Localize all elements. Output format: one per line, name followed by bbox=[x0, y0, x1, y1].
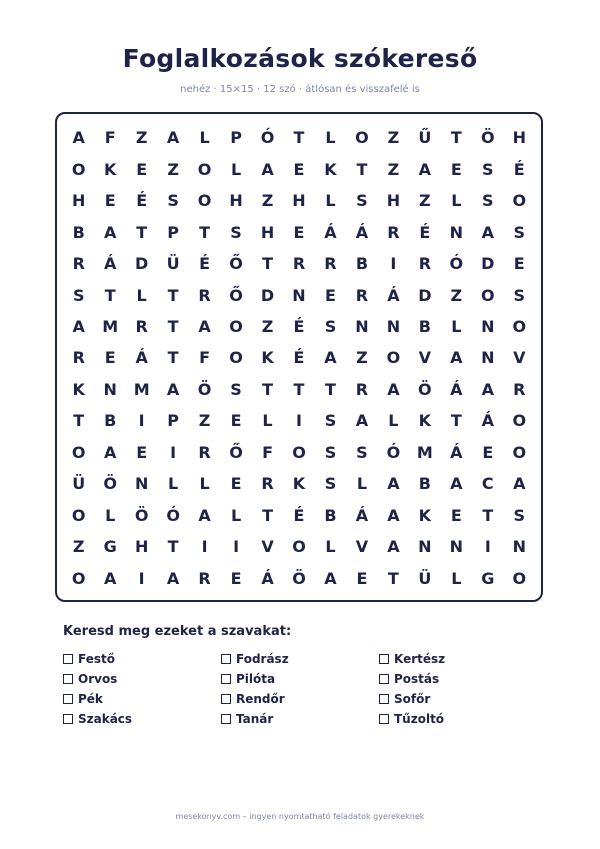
grid-cell[interactable]: I bbox=[296, 411, 302, 431]
grid-cell[interactable]: I bbox=[484, 537, 491, 557]
word-item[interactable] bbox=[221, 649, 379, 669]
grid-cell[interactable]: L bbox=[230, 159, 242, 179]
grid-cell[interactable]: A bbox=[72, 317, 85, 337]
grid-cell[interactable]: O bbox=[386, 348, 401, 368]
grid-cell[interactable]: A bbox=[450, 348, 463, 368]
grid-cell[interactable]: R bbox=[355, 379, 369, 399]
grid-cell[interactable]: Á bbox=[387, 285, 400, 305]
grid-cell[interactable]: T bbox=[293, 128, 305, 148]
grid-cell[interactable]: O bbox=[229, 317, 243, 337]
grid-cell[interactable]: K bbox=[292, 474, 306, 494]
checkbox-icon[interactable] bbox=[221, 674, 231, 684]
grid-cell[interactable]: V bbox=[418, 348, 432, 368]
grid-cell[interactable]: N bbox=[449, 222, 464, 242]
checkbox-icon[interactable] bbox=[379, 694, 389, 704]
grid-cell[interactable]: E bbox=[136, 442, 148, 462]
grid-cell[interactable]: Ő bbox=[229, 442, 243, 462]
grid-cell[interactable]: O bbox=[512, 411, 527, 431]
grid-cell[interactable]: A bbox=[166, 128, 180, 148]
grid-cell[interactable]: Z bbox=[167, 159, 179, 179]
grid-cell[interactable]: P bbox=[230, 128, 242, 148]
checkbox-icon[interactable] bbox=[221, 654, 231, 664]
grid-cell[interactable]: A bbox=[355, 411, 369, 431]
grid-cell[interactable]: Ó bbox=[166, 505, 180, 525]
grid-cell[interactable]: Ü bbox=[72, 474, 86, 494]
grid-cell[interactable]: G bbox=[103, 537, 117, 557]
grid-cell[interactable]: F bbox=[199, 348, 211, 368]
grid-cell[interactable]: R bbox=[198, 442, 211, 462]
grid-cell[interactable]: D bbox=[481, 254, 495, 274]
grid-cell[interactable]: O bbox=[197, 159, 212, 179]
grid-cell[interactable]: S bbox=[324, 411, 337, 431]
grid-cell[interactable]: H bbox=[229, 191, 243, 211]
letter-grid bbox=[63, 122, 535, 594]
grid-cell[interactable]: S bbox=[356, 442, 368, 462]
grid-cell[interactable]: Ö bbox=[197, 379, 212, 399]
grid-cell[interactable]: N bbox=[134, 474, 149, 494]
grid-cell[interactable]: Á bbox=[103, 254, 117, 274]
grid-cell[interactable]: B bbox=[418, 474, 431, 494]
grid-cell[interactable]: O bbox=[71, 505, 86, 525]
grid-cell[interactable]: Á bbox=[481, 411, 494, 431]
grid-cell[interactable]: L bbox=[262, 411, 273, 431]
grid-cell[interactable]: Ü bbox=[166, 254, 180, 274]
grid-cell[interactable]: Ó bbox=[260, 128, 275, 148]
grid-cell[interactable]: P bbox=[167, 222, 179, 242]
grid-cell[interactable]: Ó bbox=[449, 254, 464, 274]
grid-cell[interactable]: H bbox=[512, 128, 526, 148]
grid-cell[interactable]: L bbox=[105, 505, 116, 525]
checkbox-icon[interactable] bbox=[63, 694, 73, 704]
grid-cell[interactable]: Z bbox=[72, 537, 85, 557]
word-item[interactable] bbox=[221, 689, 379, 709]
grid-cell[interactable]: É bbox=[293, 348, 305, 368]
grid-cell[interactable]: F bbox=[104, 128, 116, 148]
grid-cell[interactable]: B bbox=[418, 317, 431, 337]
word-label: Fodrász bbox=[236, 652, 289, 666]
checkbox-icon[interactable] bbox=[63, 714, 73, 724]
grid-cell[interactable]: K bbox=[418, 505, 432, 525]
grid-cell[interactable]: A bbox=[198, 505, 211, 525]
grid-cell[interactable]: O bbox=[512, 568, 527, 588]
grid-cell[interactable]: T bbox=[167, 317, 179, 337]
grid-cell[interactable]: A bbox=[387, 474, 400, 494]
word-label: Szakács bbox=[78, 712, 133, 726]
checkbox-icon[interactable] bbox=[379, 654, 389, 664]
grid-cell[interactable]: P bbox=[167, 411, 179, 431]
grid-cell[interactable]: A bbox=[103, 442, 117, 462]
grid-cell[interactable]: S bbox=[482, 191, 494, 211]
grid-cell[interactable]: Ü bbox=[418, 568, 432, 588]
checkbox-icon[interactable] bbox=[221, 694, 231, 704]
grid-cell[interactable]: Z bbox=[198, 411, 211, 431]
grid-cell[interactable]: M bbox=[416, 442, 433, 462]
grid-cell[interactable]: E bbox=[230, 411, 242, 431]
grid-cell[interactable]: A bbox=[72, 128, 85, 148]
grid-cell[interactable]: Z bbox=[261, 317, 274, 337]
grid-cell[interactable]: Á bbox=[135, 348, 148, 368]
grid-cell[interactable]: Ő bbox=[229, 285, 243, 305]
grid-cell[interactable]: E bbox=[513, 254, 525, 274]
grid-cell[interactable]: S bbox=[356, 191, 368, 211]
grid-cell[interactable]: Ö bbox=[292, 568, 306, 588]
grid-cell[interactable]: Ö bbox=[418, 379, 432, 399]
grid-cell[interactable]: A bbox=[261, 159, 274, 179]
grid-cell[interactable]: T bbox=[262, 254, 273, 274]
grid-cell[interactable]: R bbox=[261, 474, 274, 494]
word-item[interactable] bbox=[379, 709, 533, 729]
grid-cell[interactable]: Á bbox=[355, 505, 369, 525]
grid-cell[interactable]: A bbox=[387, 537, 400, 557]
grid-cell[interactable]: L bbox=[325, 537, 336, 557]
grid-cell[interactable]: R bbox=[72, 348, 85, 368]
grid-cell[interactable]: L bbox=[451, 317, 462, 337]
footer-text: mesekonyv.com – ingyen nyomtatható feladatok gyerekeknek bbox=[175, 812, 425, 821]
grid-cell[interactable]: T bbox=[167, 537, 179, 557]
grid-cell[interactable]: E bbox=[230, 568, 242, 588]
grid-cell[interactable]: T bbox=[450, 411, 462, 431]
grid-cell[interactable]: K bbox=[72, 379, 85, 399]
word-label: Postás bbox=[394, 672, 440, 686]
grid-cell[interactable]: S bbox=[167, 191, 179, 211]
grid-cell[interactable]: N bbox=[481, 317, 495, 337]
grid-cell[interactable]: K bbox=[324, 159, 337, 179]
grid-cell[interactable]: O bbox=[512, 317, 527, 337]
grid-cell[interactable]: S bbox=[513, 505, 526, 525]
grid-cell[interactable]: A bbox=[418, 159, 432, 179]
grid-cell[interactable]: L bbox=[199, 474, 210, 494]
grid-cell[interactable]: T bbox=[199, 222, 211, 242]
grid-cell[interactable]: K bbox=[261, 348, 274, 368]
grid-cell[interactable]: K bbox=[418, 411, 432, 431]
grid-cell[interactable]: É bbox=[513, 159, 525, 179]
grid-cell[interactable]: T bbox=[73, 411, 85, 431]
grid-cell[interactable]: S bbox=[324, 442, 337, 462]
grid-cell[interactable]: O bbox=[292, 537, 306, 557]
grid-cell[interactable]: T bbox=[262, 505, 273, 525]
word-label: Pilóta bbox=[236, 672, 276, 686]
grid-cell[interactable]: V bbox=[355, 537, 369, 557]
grid-cell[interactable]: L bbox=[230, 505, 242, 525]
grid-cell[interactable]: O bbox=[480, 285, 495, 305]
grid-cell[interactable]: H bbox=[72, 191, 86, 211]
grid-cell[interactable]: T bbox=[450, 128, 462, 148]
grid-cell[interactable]: I bbox=[233, 537, 240, 557]
grid-cell[interactable]: I bbox=[170, 442, 177, 462]
grid-cell[interactable]: S bbox=[513, 222, 526, 242]
grid-cell[interactable]: S bbox=[230, 379, 242, 399]
grid-cell[interactable]: L bbox=[451, 568, 462, 588]
grid-cell[interactable]: D bbox=[260, 285, 275, 305]
grid-cell[interactable]: É bbox=[419, 222, 431, 242]
grid-cell[interactable]: R bbox=[198, 285, 211, 305]
word-item[interactable] bbox=[221, 669, 379, 689]
grid-cell[interactable]: A bbox=[324, 568, 337, 588]
grid-cell[interactable]: É bbox=[293, 505, 305, 525]
word-label: Tűzoltó bbox=[394, 712, 445, 726]
grid-cell[interactable]: Á bbox=[261, 568, 274, 588]
grid-cell[interactable]: S bbox=[230, 222, 242, 242]
grid-cell[interactable]: S bbox=[324, 317, 337, 337]
grid-cell[interactable]: Ö bbox=[480, 128, 495, 148]
page-title: Foglalkozások szókereső bbox=[122, 44, 478, 73]
grid-cell[interactable]: N bbox=[386, 317, 401, 337]
grid-cell[interactable]: A bbox=[166, 379, 180, 399]
grid-cell[interactable]: A bbox=[481, 379, 494, 399]
grid-cell[interactable]: Ő bbox=[229, 254, 243, 274]
grid-cell[interactable]: A bbox=[166, 568, 180, 588]
grid-cell[interactable]: N bbox=[292, 285, 306, 305]
word-label: Sofőr bbox=[394, 692, 431, 706]
grid-cell[interactable]: Z bbox=[419, 191, 431, 211]
grid-cell[interactable]: N bbox=[103, 379, 117, 399]
word-label: Kertész bbox=[394, 652, 446, 666]
grid-cell[interactable]: I bbox=[201, 537, 208, 557]
grid-cell[interactable]: A bbox=[450, 474, 463, 494]
grid-cell[interactable]: Ö bbox=[134, 505, 149, 525]
grid-cell[interactable]: O bbox=[355, 128, 369, 148]
grid-cell[interactable]: O bbox=[71, 442, 86, 462]
word-item[interactable] bbox=[379, 649, 533, 669]
grid-cell[interactable]: Á bbox=[450, 379, 463, 399]
grid-cell[interactable]: Á bbox=[355, 222, 369, 242]
grid-cell[interactable]: R bbox=[292, 254, 306, 274]
grid-cell[interactable]: F bbox=[262, 442, 273, 462]
grid-cell[interactable]: B bbox=[72, 222, 85, 242]
word-list-heading: Keresd meg ezeket a szavakat: bbox=[63, 624, 292, 639]
grid-cell[interactable]: A bbox=[103, 222, 117, 242]
grid-cell[interactable]: E bbox=[293, 159, 305, 179]
word-item[interactable] bbox=[379, 669, 533, 689]
grid-cell[interactable]: R bbox=[198, 568, 211, 588]
grid-cell[interactable]: E bbox=[450, 505, 462, 525]
grid-cell[interactable]: R bbox=[418, 254, 432, 274]
word-item[interactable] bbox=[63, 649, 221, 669]
grid-cell[interactable]: É bbox=[293, 317, 305, 337]
grid-cell[interactable]: Z bbox=[261, 191, 274, 211]
grid-cell[interactable]: B bbox=[324, 505, 337, 525]
grid-cell[interactable]: R bbox=[387, 222, 400, 242]
grid-cell[interactable]: A bbox=[387, 505, 400, 525]
checkbox-icon[interactable] bbox=[63, 674, 73, 684]
grid-cell[interactable]: E bbox=[293, 222, 305, 242]
grid-cell[interactable]: B bbox=[355, 254, 369, 274]
grid-cell[interactable]: O bbox=[71, 159, 86, 179]
grid-cell[interactable]: E bbox=[230, 474, 242, 494]
grid-cell[interactable]: T bbox=[356, 159, 368, 179]
grid-cell[interactable]: M bbox=[102, 317, 119, 337]
grid-cell[interactable]: Ű bbox=[418, 128, 432, 148]
grid-cell[interactable]: A bbox=[324, 348, 337, 368]
grid-cell[interactable]: H bbox=[134, 537, 149, 557]
word-item[interactable] bbox=[63, 709, 221, 729]
grid-cell[interactable]: E bbox=[324, 285, 336, 305]
grid-cell[interactable]: Ö bbox=[103, 474, 117, 494]
grid-cell[interactable]: K bbox=[103, 159, 117, 179]
grid-cell[interactable]: D bbox=[135, 254, 149, 274]
grid-cell[interactable]: É bbox=[136, 191, 148, 211]
grid-cell[interactable]: R bbox=[324, 254, 337, 274]
word-item[interactable] bbox=[63, 669, 221, 689]
grid-cell[interactable]: Z bbox=[356, 348, 368, 368]
grid-cell[interactable]: H bbox=[386, 191, 401, 211]
grid-cell[interactable]: T bbox=[324, 379, 336, 399]
grid-cell[interactable]: E bbox=[136, 159, 148, 179]
grid-cell[interactable]: E bbox=[450, 159, 462, 179]
grid-cell[interactable]: Z bbox=[387, 159, 400, 179]
grid-cell[interactable]: E bbox=[104, 191, 116, 211]
grid-cell[interactable]: Á bbox=[450, 442, 463, 462]
grid-cell[interactable]: B bbox=[104, 411, 117, 431]
grid-cell[interactable]: A bbox=[387, 379, 400, 399]
grid-cell[interactable]: S bbox=[482, 159, 494, 179]
word-label: Tanár bbox=[236, 712, 274, 726]
grid-cell[interactable]: R bbox=[355, 285, 369, 305]
grid-cell[interactable]: L bbox=[451, 191, 462, 211]
grid-cell[interactable]: Z bbox=[135, 128, 148, 148]
grid-cell[interactable]: E bbox=[482, 442, 494, 462]
word-label: Pék bbox=[78, 692, 103, 706]
grid-cell[interactable]: O bbox=[71, 568, 86, 588]
word-list bbox=[63, 649, 533, 729]
grid-cell[interactable]: C bbox=[481, 474, 494, 494]
grid-cell[interactable]: N bbox=[481, 348, 495, 368]
grid-cell[interactable]: T bbox=[482, 505, 494, 525]
grid-cell[interactable]: O bbox=[512, 442, 527, 462]
word-item[interactable] bbox=[63, 689, 221, 709]
grid-cell[interactable]: I bbox=[138, 411, 145, 431]
grid-cell[interactable]: L bbox=[199, 128, 210, 148]
grid-cell[interactable]: O bbox=[197, 191, 212, 211]
grid-cell[interactable]: L bbox=[356, 474, 368, 494]
grid-cell[interactable]: V bbox=[513, 348, 526, 368]
word-label: Orvos bbox=[78, 672, 118, 686]
checkbox-icon[interactable] bbox=[379, 714, 389, 724]
grid-cell[interactable]: T bbox=[293, 379, 305, 399]
grid-cell[interactable]: R bbox=[135, 317, 148, 337]
grid-cell[interactable]: S bbox=[72, 285, 85, 305]
grid-cell[interactable]: N bbox=[449, 537, 464, 557]
grid-cell[interactable]: S bbox=[324, 474, 337, 494]
grid-cell[interactable]: O bbox=[292, 442, 306, 462]
grid-cell[interactable]: A bbox=[103, 568, 117, 588]
grid-cell[interactable]: A bbox=[198, 317, 211, 337]
grid-cell[interactable]: I bbox=[138, 568, 145, 588]
grid-cell[interactable]: Ó bbox=[386, 442, 401, 462]
grid-cell[interactable]: T bbox=[167, 348, 179, 368]
grid-cell[interactable]: Z bbox=[387, 128, 400, 148]
grid-cell[interactable]: Á bbox=[324, 222, 337, 242]
grid-cell[interactable]: A bbox=[513, 474, 526, 494]
grid-cell[interactable]: V bbox=[261, 537, 274, 557]
checkbox-icon[interactable] bbox=[63, 654, 73, 664]
grid-cell[interactable]: É bbox=[199, 254, 211, 274]
grid-cell[interactable]: S bbox=[513, 285, 526, 305]
grid-cell[interactable]: A bbox=[481, 222, 494, 242]
grid-cell[interactable]: E bbox=[104, 348, 116, 368]
grid-cell[interactable]: L bbox=[136, 285, 147, 305]
grid-cell[interactable]: T bbox=[262, 379, 273, 399]
grid-cell[interactable]: O bbox=[512, 191, 527, 211]
grid-cell[interactable]: E bbox=[356, 568, 368, 588]
word-label: Rendőr bbox=[236, 692, 285, 706]
grid-cell[interactable]: G bbox=[481, 568, 495, 588]
grid-cell[interactable]: L bbox=[168, 474, 179, 494]
grid-cell[interactable]: L bbox=[325, 191, 336, 211]
grid-cell[interactable]: L bbox=[325, 128, 336, 148]
grid-cell[interactable]: T bbox=[167, 285, 179, 305]
grid-cell[interactable]: Z bbox=[450, 285, 463, 305]
grid-cell[interactable]: T bbox=[387, 568, 399, 588]
grid-cell[interactable]: T bbox=[136, 222, 148, 242]
grid-cell[interactable]: M bbox=[133, 379, 150, 399]
grid-cell[interactable]: L bbox=[388, 411, 399, 431]
grid-cell[interactable]: N bbox=[355, 317, 369, 337]
word-label: Festő bbox=[78, 652, 115, 666]
grid-cell[interactable]: N bbox=[418, 537, 432, 557]
word-item[interactable] bbox=[221, 709, 379, 729]
grid-cell[interactable]: N bbox=[512, 537, 526, 557]
grid-cell[interactable]: I bbox=[390, 254, 397, 274]
grid-cell[interactable]: T bbox=[104, 285, 116, 305]
checkbox-icon[interactable] bbox=[221, 714, 231, 724]
page-subtitle: nehéz · 15×15 · 12 szó · átlósan és visszafelé is bbox=[180, 84, 420, 95]
checkbox-icon[interactable] bbox=[379, 674, 389, 684]
word-item[interactable] bbox=[379, 689, 533, 709]
grid-cell[interactable]: H bbox=[292, 191, 306, 211]
grid-cell[interactable]: R bbox=[513, 379, 526, 399]
grid-cell[interactable]: H bbox=[260, 222, 275, 242]
grid-cell[interactable]: O bbox=[229, 348, 243, 368]
grid-cell[interactable]: R bbox=[72, 254, 85, 274]
grid-cell[interactable]: D bbox=[418, 285, 432, 305]
